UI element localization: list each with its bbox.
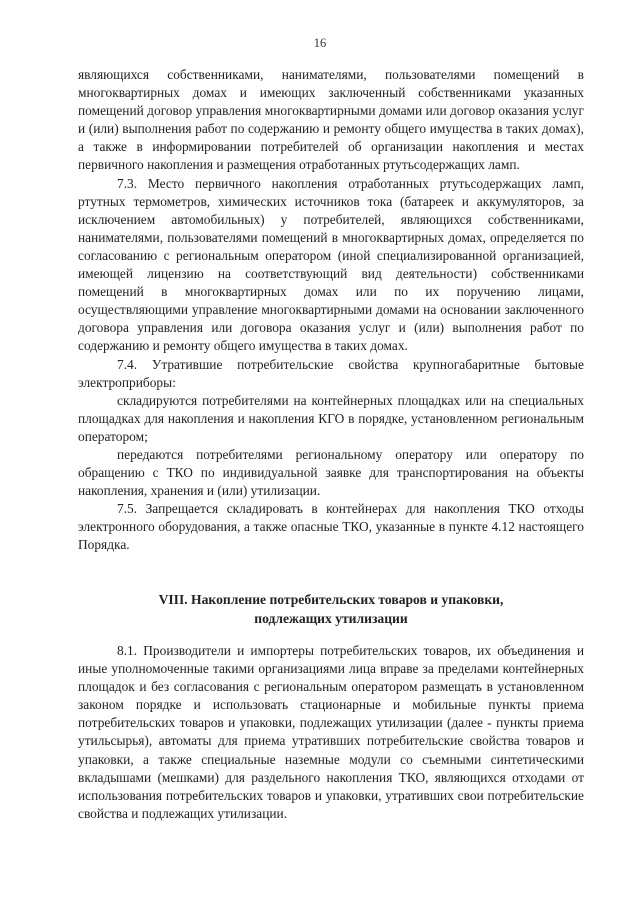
document-body — [78, 66, 584, 555]
page-number: 16 — [313, 36, 327, 50]
section-heading — [78, 591, 584, 628]
paragraph-8-1: 8.1. Производители и импортеры потребительских товаров, их объединения и иные уполномоченные такими организациями лица вправе за пределами контейнерных площадок и без согласования с региональным оператором размещать в установленном законом порядке и использовать стационарные и мобильные пункты приема потребительских товаров и упаковки, подлежащих утилизации (далее - пункты приема утильсырья), автоматы для приема утративших потребительские свойства товаров и упаковки, а также специальные наземные модули со съемными синтетическими вкладышами (мешками) для раздельного накопления ТКО, являющихся отходами от использования потребительских товаров и упаковки, утративших свои потребительские свойства и подлежащих утилизации. — [78, 643, 584, 821]
paragraph-continuation: являющихся собственниками, нанимателями, пользователями помещений в многоквартирных домах и имеющих заключенный собственниками указанных помещений договор управления многоквартирными домами или договор оказания услуг и (или) выполнения работ по содержанию и ремонту общего имущества в таких домах), а также в информировании потребителей об организации накопления и местах первичного накопления и размещения отработанных ртутьсодержащих ламп. — [78, 67, 584, 173]
paragraph-7-5: 7.5. Запрещается складировать в контейнерах для накопления ТКО отходы электронного оборудования, а также опасные ТКО, указанные в пункте 4.12 настоящего Порядка. — [78, 501, 584, 553]
section-body — [78, 642, 584, 823]
paragraph-7-4-item-2: передаются потребителями региональному оператору или оператору по обращению с ТКО по индивидуальной заявке для транспортирования на объекты накопления, хранения и (или) утилизации. — [78, 446, 584, 499]
paragraph-7-4: 7.4. Утратившие потребительские свойства крупногабаритные бытовые электроприборы: — [78, 356, 584, 390]
paragraph-7-4-item-1: складируются потребителями на контейнерных площадках или на специальных площадках для накопления и накопления КГО в порядке, установленном региональным оператором; — [78, 392, 584, 444]
section-heading-line-2: подлежащих утилизации — [254, 610, 408, 626]
paragraph-7-3: 7.3. Место первичного накопления отработанных ртутьсодержащих ламп, ртутных термометров, химических источников тока (батареек и аккумуляторов, за исключением автомобильных) у потребителей, являющихся собственниками, нанимателями, пользователями помещений в многоквартирных домах, определяется по согласованию с региональным оператором (иной специализированной организацией, имеющей лицензию на соответствующий вид деятельности) собственниками помещений в многоквартирных домах или по их поручению лицами, осуществляющими управление многоквартирными домами на основании заключенного договора управления или договора оказания услуг и (или) выполнения работ по содержанию и ремонту общего имущества в таких домах. — [78, 175, 584, 354]
section-heading-line-1: VIII. Накопление потребительских товаров и упаковки, — [158, 592, 504, 607]
